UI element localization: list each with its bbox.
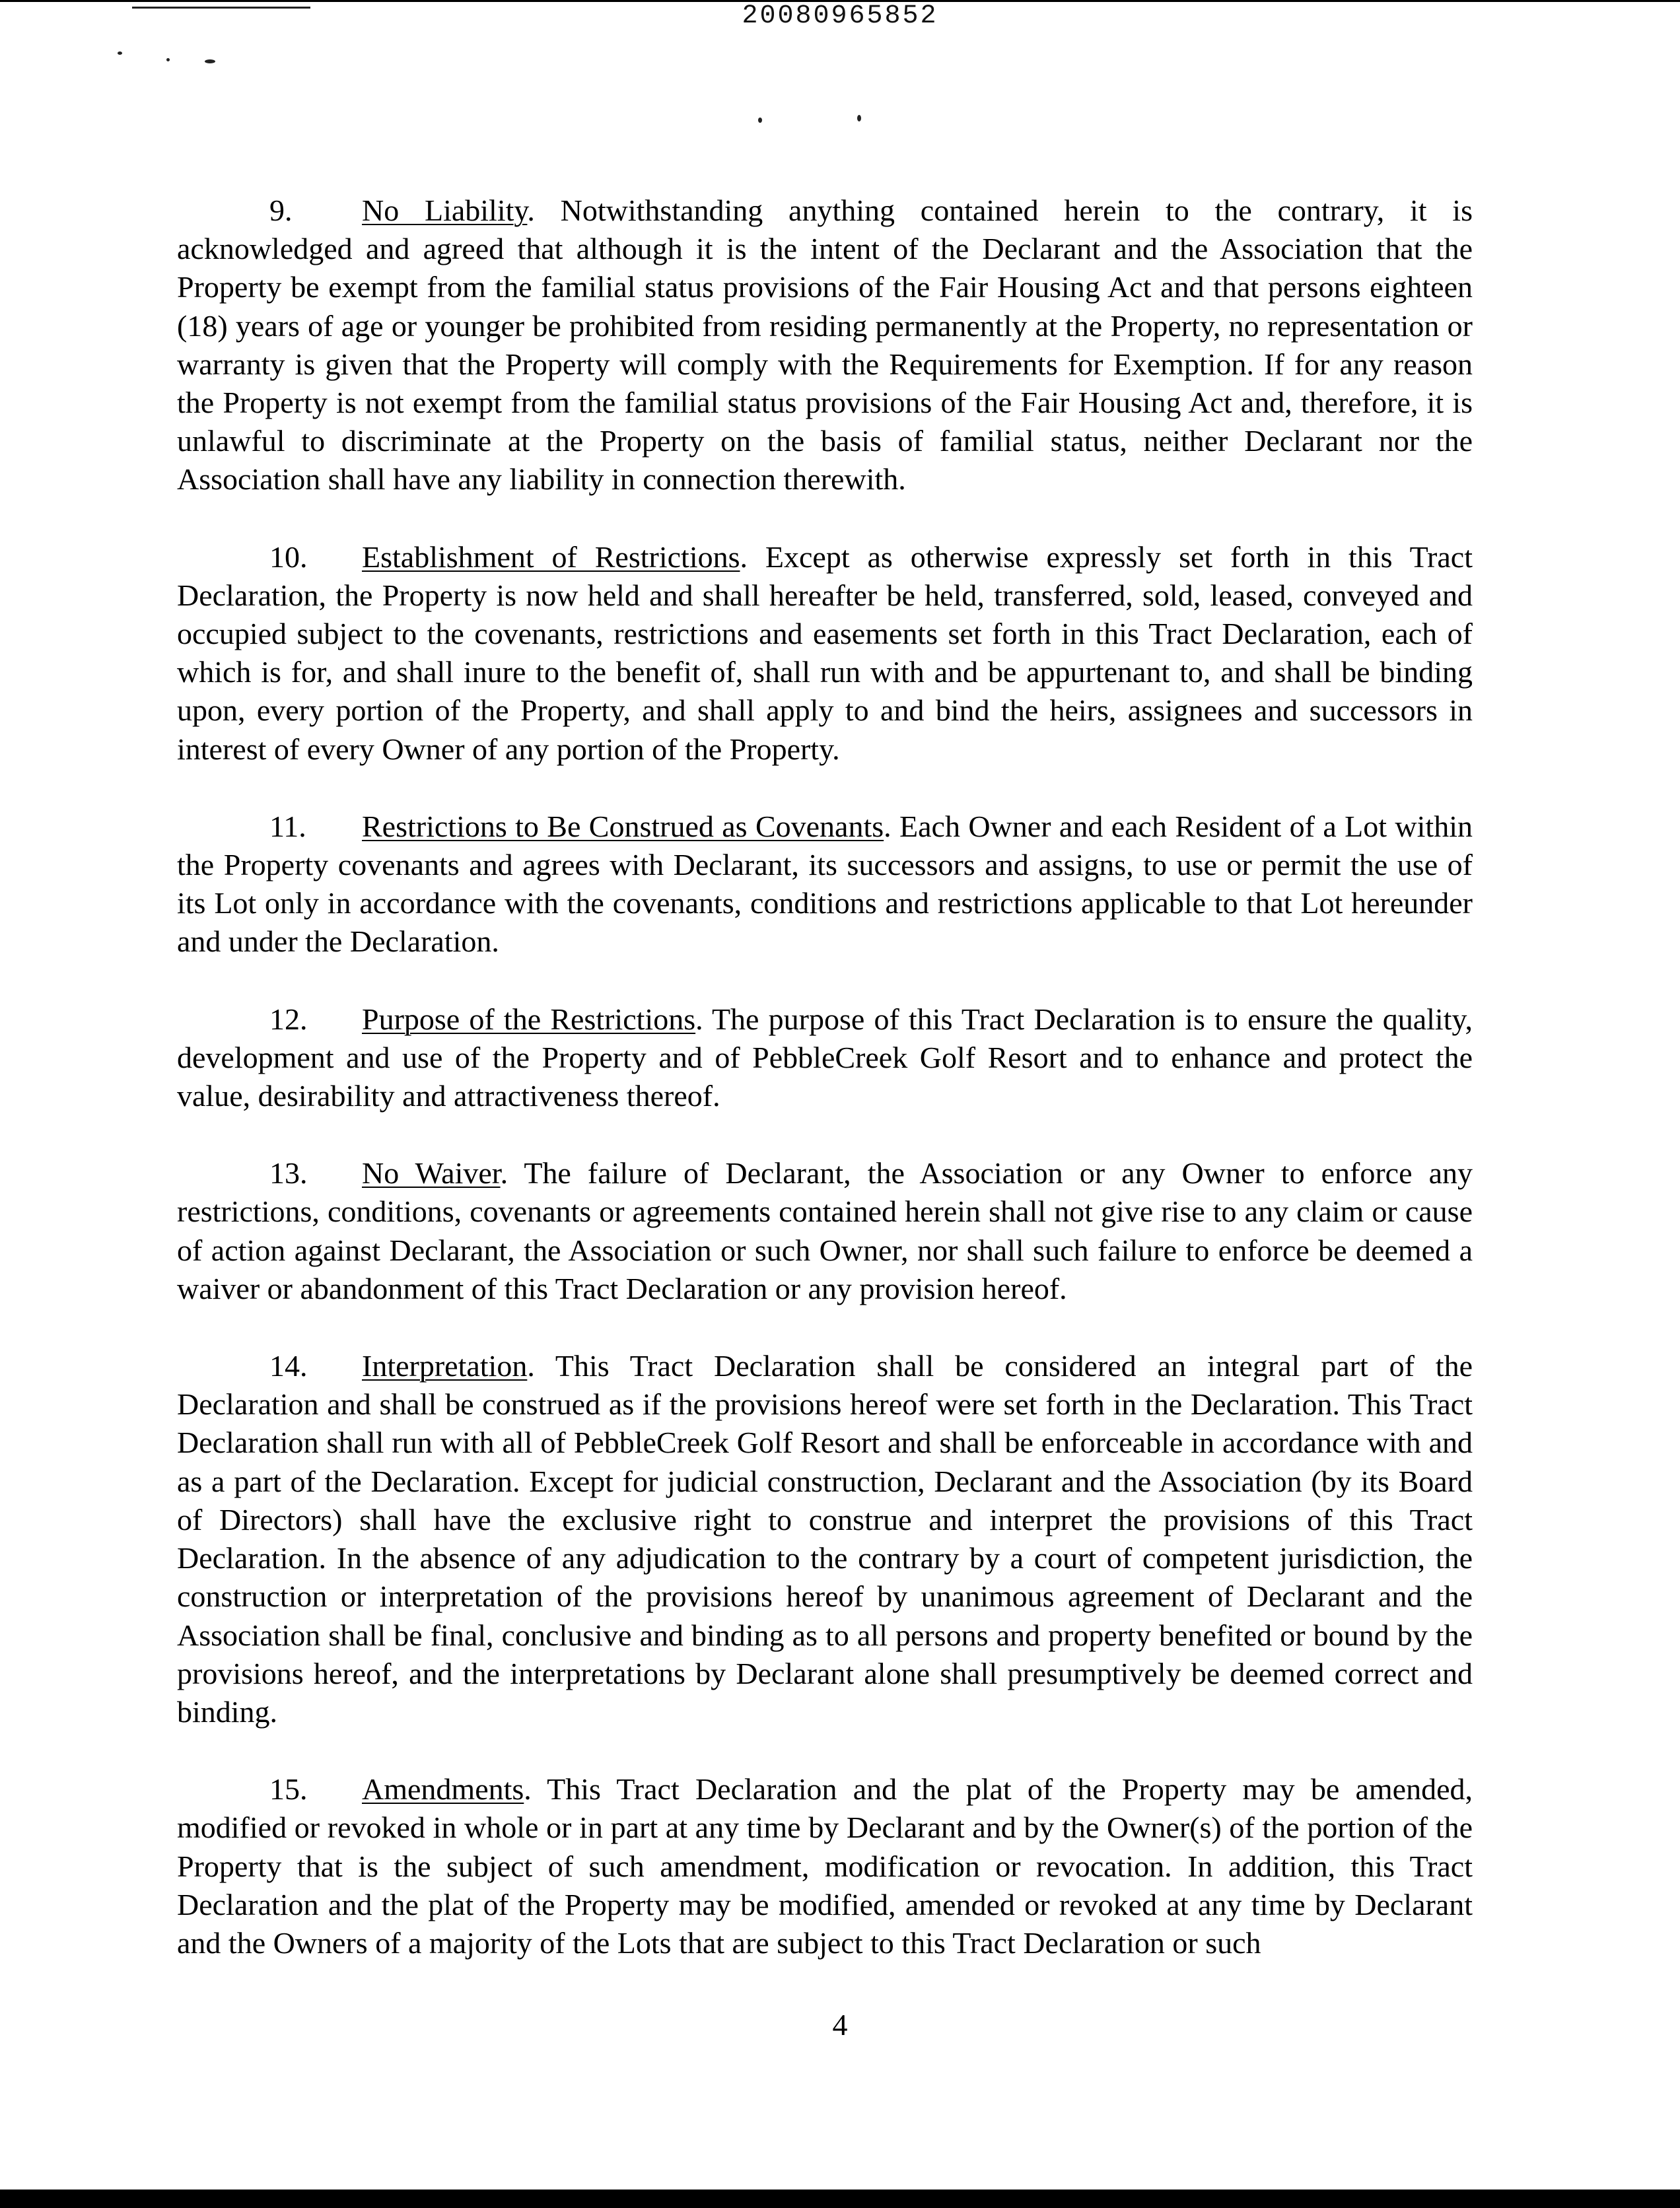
section-10 [177, 538, 1473, 769]
section-12 [177, 1000, 1473, 1116]
section-number: 9. [269, 193, 293, 227]
section-heading: Amendments [362, 1772, 524, 1807]
scan-bottom-border [0, 2190, 1680, 2208]
section-text: . This Tract Declaration and the plat of the Property may be amended, modified or revoked in whole or in part at any time by Declarant and by the Owner(s) of the portion of the Property that is the subject of such amendment, modification or revocation. In addition, this Tract Declaration and the plat of the Property may be modified, amended or revoked at any time by Declarant and the Owners of a majority of the Lots that are subject to this Tract Declaration or such [177, 1772, 1473, 1960]
section-heading: Restrictions to Be Construed as Covenants [362, 809, 884, 843]
scan-speck [118, 52, 122, 55]
section-heading: Purpose of the Restrictions [362, 1002, 696, 1036]
section-number: 15. [269, 1772, 308, 1807]
scan-speck [166, 58, 170, 61]
section-text: . The failure of Declarant, the Association or any Owner to enforce any restrictions, conditions, covenants or agreements contained herein shall not give rise to any claim or cause of action against Declarant, the Association or such Owner, nor shall such failure to enforce be deemed a waiver or abandonment of this Tract Declaration or any provision hereof. [177, 1156, 1473, 1305]
section-number: 13. [269, 1156, 308, 1190]
section-number: 12. [269, 1002, 308, 1036]
section-text: . Notwithstanding anything contained herein to the contrary, it is acknowledged and agreed that although it is the intent of the Declarant and the Association that the Property be exempt from the familial status provisions of the Fair Housing Act and that persons eighteen (18) years of age or younger be prohibited from residing permanently at the Property, no representation or warranty is given that the Property will comply with the Requirements for Exemption. If for any reason the Property is not exempt from the familial status provisions of the Fair Housing Act and, therefore, it is unlawful to discriminate at the Property on the basis of familial status, neither Declarant nor the Association shall have any liability in connection therewith. [177, 193, 1473, 497]
section-text: . Each Owner and each Resident of a Lot within the Property covenants and agrees with Declarant, its successors and assigns, to use or permit the use of its Lot only in accordance with the covenants, conditions and restrictions applicable to that Lot hereunder and under the Declaration. [177, 809, 1473, 959]
scan-speck [205, 59, 215, 63]
section-heading: No Waiver [362, 1156, 501, 1190]
section-heading: Interpretation [362, 1349, 528, 1383]
section-14 [177, 1347, 1473, 1731]
section-text: . Except as otherwise expressly set forth in this Tract Declaration, the Property is now held and shall hereafter be held, transferred, sold, leased, conveyed and occupied subject to the covenants, restrictions and easements set forth in this Tract Declaration, each of which is for, and shall inure to the benefit of, shall run with and be appurtenant to, and shall be binding upon, every portion of the Property, and shall apply to and bind the heirs, assignees and successors in interest of every Owner of any portion of the Property. [177, 539, 1473, 766]
scan-speck [857, 115, 861, 121]
section-number: 14. [269, 1349, 308, 1383]
document-body [177, 191, 1473, 1962]
section-number: 10. [269, 539, 308, 574]
section-15 [177, 1770, 1473, 1962]
section-text: . The purpose of this Tract Declaration is to ensure the quality, development and use of the Property and of PebbleCreek Golf Resort and to enhance and protect the value, desirability and attractiveness thereof. [177, 1002, 1473, 1113]
section-heading: No Liability [362, 193, 528, 227]
section-heading: Establishment of Restrictions [362, 539, 740, 574]
page-number: 4 [832, 2008, 848, 2042]
section-9 [177, 191, 1473, 499]
document-recording-number: 20080965852 [742, 1, 938, 31]
section-11 [177, 808, 1473, 961]
section-number: 11. [269, 809, 306, 843]
scan-speck [758, 118, 762, 123]
section-text: . This Tract Declaration shall be considered an integral part of the Declaration and shall be construed as if the provisions hereof were set forth in the Declaration. This Tract Declaration shall run with all of PebbleCreek Golf Resort and shall be enforceable in accordance with and as a part of the Declaration. Except for judicial construction, Declarant and the Association (by its Board of Directors) shall have the exclusive right to construe and interpret the provisions of this Tract Declaration. In the absence of any adjudication to the contrary by a court of competent jurisdiction, the construction or interpretation of the provisions hereof by unanimous agreement of Declarant and the Association shall be final, conclusive and binding as to all persons and property benefited or bound by the provisions hereof, and the interpretations by Declarant alone shall presumptively be deemed correct and binding. [177, 1349, 1473, 1729]
section-13 [177, 1154, 1473, 1308]
